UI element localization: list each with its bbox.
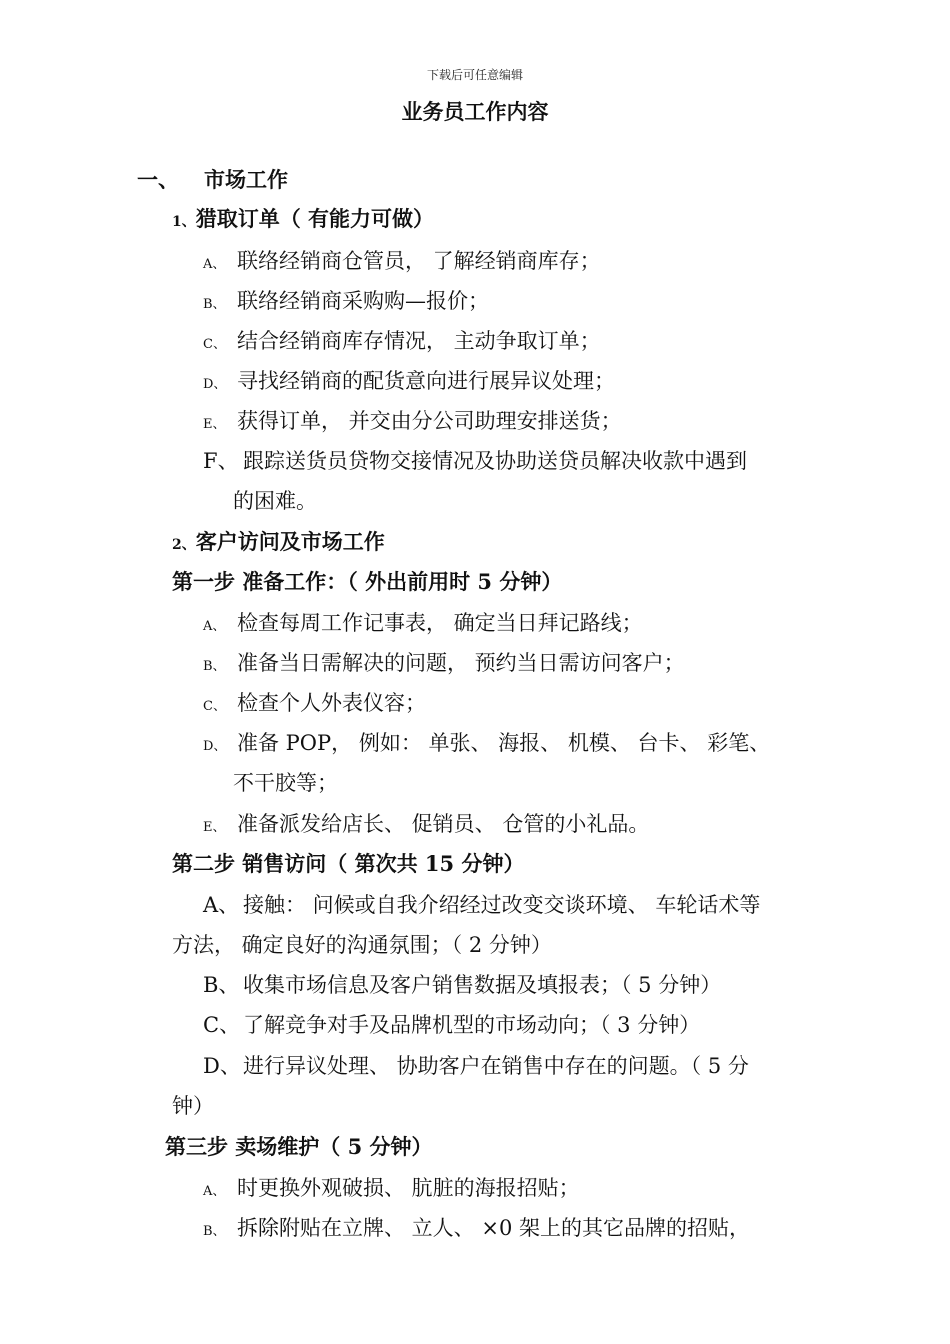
list-item: [203, 1212, 750, 1242]
item-marker: E、: [203, 820, 226, 835]
item-text: 准备 POP， 例如： 单张、 海报、 机模、 台卡、 彩笔、: [237, 731, 771, 755]
item-marker: A、: [203, 893, 240, 917]
list-item: [203, 285, 489, 315]
item-text: 准备派发给店长、 促销员、 仓管的小礼品。: [237, 812, 650, 836]
header-note: 下载后可任意编辑: [426, 68, 523, 82]
item-marker: C、: [203, 699, 226, 714]
item-text: 了解竞争对手及品牌机型的市场动向；（ 3 分钟）: [243, 1013, 701, 1037]
item-text: 获得订单， 并交由分公司助理安排送货；: [237, 409, 622, 433]
item-text-continued: 方法， 确定良好的沟通氛围；（ 2 分钟）: [172, 933, 552, 957]
list-item: [203, 647, 685, 677]
item-marker: C、: [203, 337, 226, 352]
item-text: 进行异议处理、 协助客户在销售中存在的问题。（ 5 分: [243, 1054, 749, 1078]
item-text: 检查个人外表仪容；: [237, 691, 426, 715]
item-marker: B、: [203, 297, 226, 312]
list-item: [203, 607, 643, 637]
subsection-number: 2、: [172, 537, 196, 553]
item-marker: F、: [203, 449, 239, 473]
list-item: [203, 969, 721, 999]
item-marker: E、: [203, 417, 226, 432]
item-marker: A、: [203, 257, 226, 272]
item-text: 时更换外观破损、 肮脏的海报招贴；: [237, 1176, 580, 1200]
section-number: 一、: [137, 167, 179, 192]
section-title: 市场工作: [204, 167, 288, 192]
step-heading: 第二步 销售访问（ 第次共 15 分钟）: [172, 851, 525, 876]
item-text: 寻找经销商的配货意向进行展异议处理；: [237, 369, 615, 393]
list-item: [203, 687, 426, 717]
item-text: 收集市场信息及客户销售数据及填报表；（ 5 分钟）: [243, 973, 722, 997]
subsection-heading: [172, 203, 434, 233]
item-marker: D、: [203, 739, 227, 754]
item-text: 准备当日需解决的问题， 预约当日需访问客户；: [237, 651, 685, 675]
item-marker: A、: [203, 1184, 226, 1199]
list-item: [203, 325, 601, 355]
list-item: [203, 1009, 700, 1039]
list-item: [203, 1172, 580, 1202]
step-heading: 第三步 卖场维护（ 5 分钟）: [165, 1134, 433, 1159]
item-marker: B、: [203, 1224, 226, 1239]
item-marker: D、: [203, 1054, 241, 1078]
list-item: [203, 405, 622, 435]
item-text: 接触： 问候或自我介绍经过改变交谈环境、 车轮话术等: [243, 893, 761, 917]
list-item: [203, 889, 760, 919]
item-text: 跟踪送货员贷物交接情况及协助送贷员解决收款中遇到: [243, 449, 747, 473]
item-text-continued: 的困难。: [233, 489, 317, 513]
item-text: 联络经销商采购购—报价；: [237, 289, 489, 313]
subsection-number: 1、: [172, 214, 196, 230]
list-item: [203, 808, 649, 838]
list-item: [203, 727, 770, 757]
item-marker: B、: [203, 659, 226, 674]
item-text-continued: 不干胶等；: [233, 771, 338, 795]
item-marker: A、: [203, 619, 226, 634]
subsection-heading: [172, 526, 385, 556]
item-marker: C、: [203, 1013, 241, 1037]
item-text-continued: 钟）: [172, 1094, 214, 1118]
document-title: 业务员工作内容: [401, 99, 549, 124]
item-text: 结合经销商库存情况， 主动争取订单；: [237, 329, 601, 353]
item-marker: B、: [203, 973, 240, 997]
list-item: [203, 365, 615, 395]
step-heading: 第一步 准备工作：（ 外出前用时 5 分钟）: [172, 569, 563, 594]
subsection-title: 客户访问及市场工作: [195, 529, 385, 554]
item-text: 拆除附贴在立牌、 立人、 ×0 架上的其它品牌的招贴，: [237, 1216, 750, 1240]
list-item: [203, 1050, 749, 1080]
list-item: [203, 445, 747, 475]
item-text: 联络经销商仓管员， 了解经销商库存；: [237, 249, 601, 273]
subsection-title: 猎取订单（ 有能力可做）: [195, 206, 435, 231]
item-text: 检查每周工作记事表， 确定当日拜记路线；: [237, 611, 643, 635]
item-marker: D、: [203, 377, 227, 392]
list-item: [203, 245, 601, 275]
